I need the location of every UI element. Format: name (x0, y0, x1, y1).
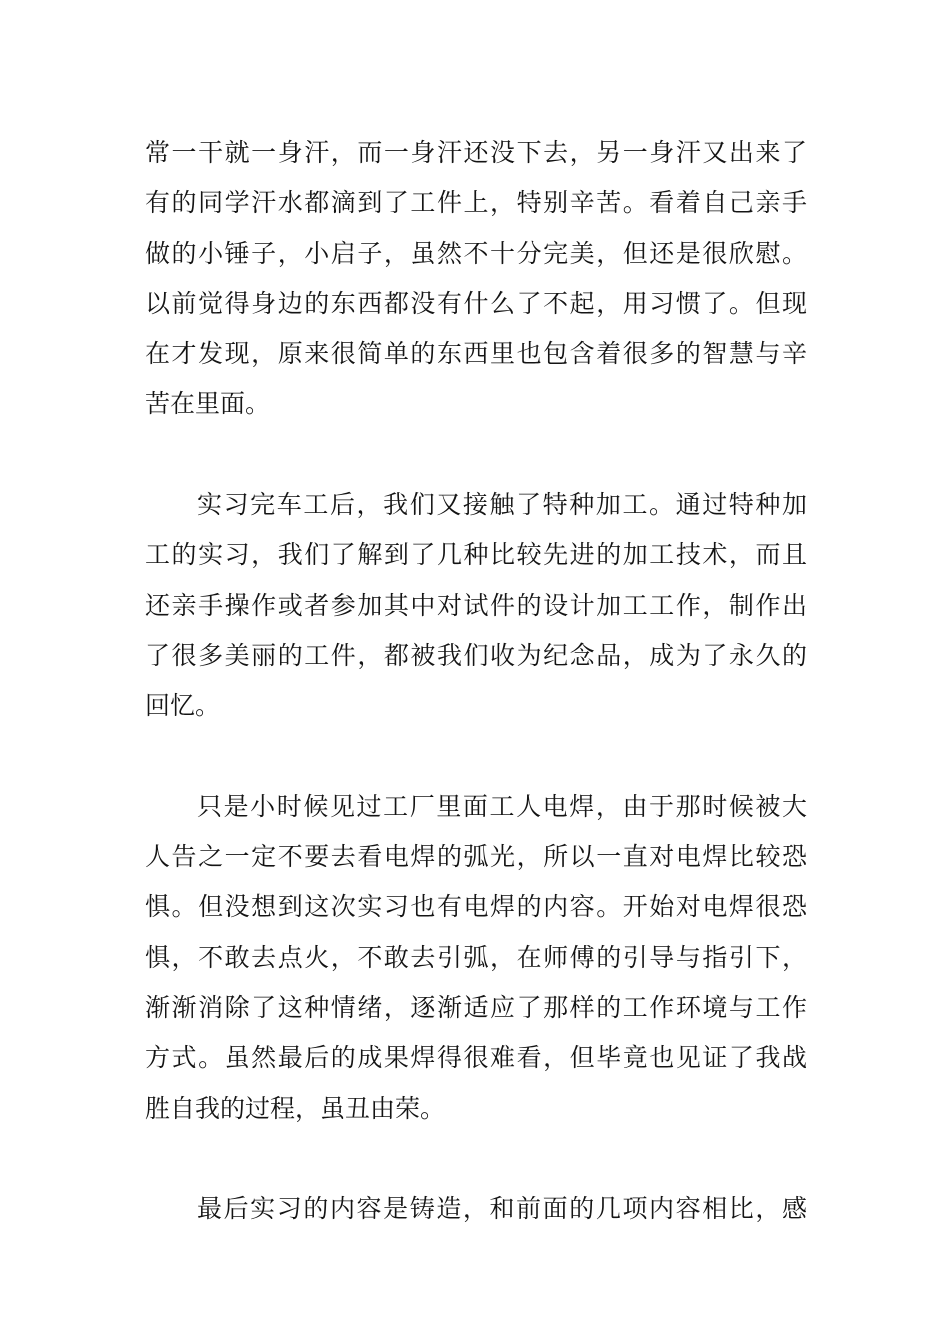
text-line: 工的实习，我们了解到了几种比较先进的加工技术，而且 (145, 540, 807, 570)
text-line: 做的小锤子，小启子，虽然不十分完美，但还是很欣慰。 (145, 238, 807, 268)
text-line: 人告之一定不要去看电焊的弧光，所以一直对电焊比较恐 (145, 842, 807, 872)
paragraph-gap (145, 430, 807, 480)
paragraph-4 (145, 1184, 807, 1234)
text-line: 在才发现，原来很简单的东西里也包含着很多的智慧与辛 (145, 339, 807, 369)
text-line: 苦在里面。 (145, 389, 271, 419)
paragraph-1 (145, 128, 807, 430)
text-line: 渐渐消除了这种情绪，逐渐适应了那样的工作环境与工作 (145, 993, 807, 1023)
text-line: 回忆。 (145, 691, 221, 721)
text-line: 只是小时候见过工厂里面工人电焊，由于那时候被大 (197, 791, 807, 821)
text-line: 还亲手操作或者参加其中对试件的设计加工工作，制作出 (145, 590, 807, 620)
text-line: 惧。但没想到这次实习也有电焊的内容。开始对电焊很恐 (145, 892, 807, 922)
text-line: 最后实习的内容是铸造，和前面的几项内容相比，感 (197, 1194, 807, 1224)
text-line: 方式。虽然最后的成果焊得很难看，但毕竟也见证了我战 (145, 1043, 807, 1073)
paragraph-gap (145, 1134, 807, 1184)
text-line: 了很多美丽的工件，都被我们收为纪念品，成为了永久的 (145, 640, 807, 670)
paragraph-2 (145, 480, 807, 731)
text-line: 有的同学汗水都滴到了工件上，特别辛苦。看着自己亲手 (145, 188, 807, 218)
text-line: 以前觉得身边的东西都没有什么了不起，用习惯了。但现 (145, 288, 807, 318)
paragraph-3 (145, 782, 807, 1134)
text-line: 惧，不敢去点火，不敢去引弧，在师傅的引导与指引下， (145, 942, 807, 972)
document-body (145, 128, 807, 1235)
text-line: 实习完车工后，我们又接触了特种加工。通过特种加 (197, 490, 807, 520)
paragraph-gap (145, 732, 807, 782)
text-line: 胜自我的过程，虽丑由荣。 (145, 1093, 446, 1123)
text-line: 常一干就一身汗，而一身汗还没下去，另一身汗又出来了 (145, 138, 807, 167)
